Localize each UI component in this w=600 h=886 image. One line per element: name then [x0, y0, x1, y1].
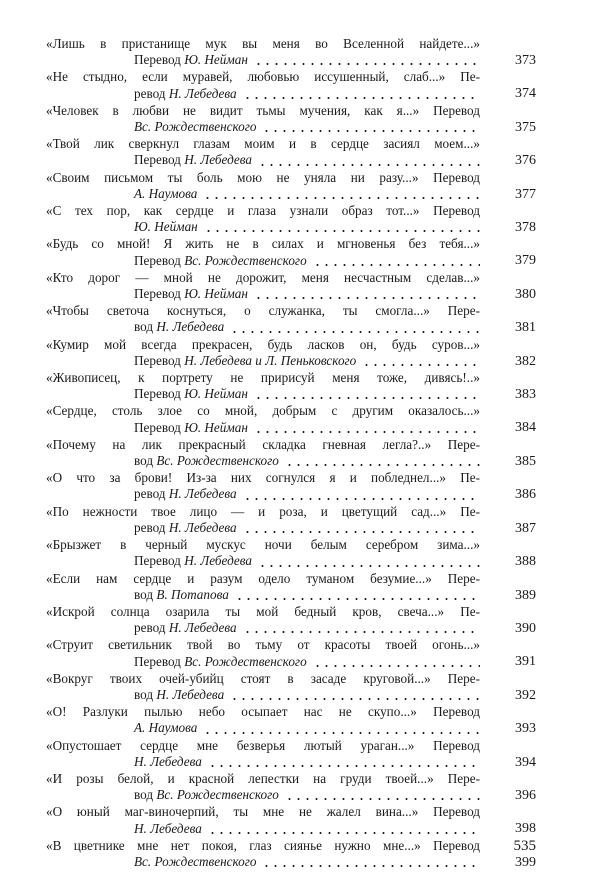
toc-entry	[46, 270, 536, 302]
translator-prefix: Перевод	[134, 252, 181, 268]
toc-entry	[46, 637, 536, 669]
entry-translator-line	[46, 787, 536, 803]
dot-leader	[254, 63, 480, 65]
toc-entry	[46, 337, 536, 369]
entry-page-number: 387	[515, 520, 536, 536]
translator-name: Ю. Нейман	[184, 419, 248, 435]
dot-leader	[230, 698, 480, 700]
entry-page-number: 382	[515, 353, 536, 369]
entry-translator-line	[46, 453, 536, 469]
translator-name: Вс. Рождественского	[134, 853, 257, 869]
entry-translator-line	[46, 720, 536, 736]
translator-name: Ю. Нейман	[184, 386, 248, 402]
translator-name: А. Наумова	[134, 720, 198, 736]
translator-name: Ю. Нейман	[134, 219, 198, 235]
translator-prefix: вод	[134, 453, 154, 469]
dot-leader	[285, 464, 480, 466]
dot-leader	[313, 665, 480, 667]
entry-translator-line	[46, 553, 536, 569]
dot-leader	[258, 164, 480, 166]
entry-first-line: «Будь со мной! Я жить не в силах и мгновенья без тебя...»	[46, 236, 480, 252]
entry-translator-line	[46, 253, 536, 269]
dot-leader	[254, 397, 480, 399]
translator-prefix: ревод	[134, 519, 166, 535]
entry-first-line: «О! Разлуки пылью небо осыпает нас не скупо...» Перевод	[46, 704, 480, 720]
entry-translator-line	[46, 687, 536, 703]
entry-first-line: «Сердце, столь злое со мной, добрым с другим оказалось...»	[46, 403, 480, 419]
entry-first-line: «Не стыдно, если муравей, любовью иссушенный, слаб...» Пе-	[46, 69, 480, 85]
entry-first-line: «О что за брови! Из-за них согнулся я и побледнел...» Пе-	[46, 470, 480, 486]
toc-entry	[46, 370, 536, 402]
entry-translator-line	[46, 486, 536, 502]
entry-first-line: «Кто дорог — мной не дорожит, меня несчастным сделав...»	[46, 269, 480, 285]
entry-first-line: «В цветнике мне нет покоя, глаз сиянье нужно мне...» Перевод	[46, 837, 480, 853]
entry-page-number: 394	[515, 754, 536, 770]
translator-name: Вс. Рождественского	[156, 453, 279, 469]
entry-first-line: «Кумир мой всегда прекрасен, будь ласков он, будь суров...»	[46, 336, 480, 352]
toc-entry	[46, 537, 536, 569]
entry-translator-line	[46, 587, 536, 603]
entry-page-number: 384	[515, 420, 536, 436]
entry-page-number: 373	[515, 53, 536, 68]
dot-leader	[208, 765, 480, 767]
translator-name: Н. Лебедева и Л. Пеньковского	[184, 352, 357, 368]
translator-name: Ю. Нейман	[184, 286, 248, 302]
translator-prefix: ревод	[134, 486, 166, 502]
translator-prefix: Перевод	[134, 386, 181, 402]
page-number: 535	[513, 838, 536, 854]
entry-translator-line	[46, 119, 536, 135]
translator-name: Н. Лебедева	[168, 620, 237, 636]
entry-first-line: «Брызжет в черный мускус ночи белым серебром зима...»	[46, 537, 480, 553]
toc-entry	[46, 437, 536, 469]
dot-leader	[362, 364, 480, 366]
translator-name: Н. Лебедева	[168, 486, 237, 502]
toc-entry	[46, 69, 536, 101]
toc-entry	[46, 571, 536, 603]
translator-name: Н. Лебедева	[134, 820, 202, 836]
dot-leader	[254, 297, 480, 299]
dot-leader	[208, 832, 480, 834]
entry-translator-line	[46, 219, 536, 235]
translator-name: В. Потапова	[156, 586, 229, 602]
entry-translator-line	[46, 620, 536, 636]
entry-page-number: 378	[515, 220, 536, 236]
toc-entry	[46, 470, 536, 502]
entry-page-number: 380	[515, 286, 536, 302]
translator-prefix: Перевод	[134, 553, 181, 569]
translator-name: Н. Лебедева	[184, 553, 252, 569]
translator-name: Вс. Рождественского	[156, 787, 279, 803]
dot-leader	[258, 565, 480, 567]
entry-first-line: «Вокруг твоих очей-убийц стоят в засаде круговой...» Пере-	[46, 670, 480, 686]
translator-name: Н. Лебедева	[168, 519, 237, 535]
translator-name: Н. Лебедева	[184, 152, 252, 168]
dot-leader	[204, 230, 480, 232]
entry-translator-line	[46, 386, 536, 402]
entry-page-number: 386	[515, 487, 536, 503]
entry-page-number: 393	[515, 721, 536, 737]
entry-page-number: 392	[515, 687, 536, 703]
entry-first-line: «Своим письмом ты боль мою не уняла ни разу...» Перевод	[46, 169, 480, 185]
entry-translator-line	[46, 420, 536, 436]
entry-translator-line	[46, 286, 536, 302]
toc-entry	[46, 604, 536, 636]
entry-first-line: «О юный маг-виночерпий, ты мне не жалел вина...» Перевод	[46, 804, 480, 820]
translator-prefix: ревод	[134, 85, 166, 101]
entry-first-line: «Живописец, к портрету не пририсуй меня тоже, дивясь!..»	[46, 370, 480, 386]
entry-first-line: «И розы белой, и красной лепестки на груди твоей...» Пере-	[46, 770, 480, 786]
toc-entry	[46, 704, 536, 736]
toc-entry	[46, 804, 536, 836]
toc-entry	[46, 103, 536, 135]
toc-entry	[46, 170, 536, 202]
translator-prefix: Перевод	[134, 286, 181, 302]
entry-translator-line	[46, 186, 536, 202]
entry-page-number: 388	[515, 554, 536, 570]
dot-leader	[262, 130, 480, 132]
entry-translator-line	[46, 52, 536, 68]
entry-translator-line	[46, 854, 536, 870]
entry-translator-line	[46, 821, 536, 837]
entry-first-line: «Если нам сердце и разум одело туманом безумие...» Пере-	[46, 570, 480, 586]
dot-leader	[243, 97, 480, 99]
translator-prefix: Перевод	[134, 52, 181, 68]
translator-prefix: Перевод	[134, 419, 181, 435]
entry-page-number: 385	[515, 453, 536, 469]
translator-prefix: вод	[134, 319, 154, 335]
dot-leader	[203, 197, 480, 199]
toc-entry	[46, 738, 536, 770]
toc-entry	[46, 403, 536, 435]
dot-leader	[313, 264, 480, 266]
toc-entry	[46, 236, 536, 268]
translator-name: Вс. Рождественского	[184, 653, 307, 669]
entry-first-line: «Человек в любви не видит тьмы мучения, как я...» Перевод	[46, 102, 480, 118]
dot-leader	[243, 631, 480, 633]
entry-translator-line	[46, 520, 536, 536]
entry-first-line: «По нежности твое лицо — и роза, и цветущий сад...» Пе-	[46, 503, 480, 519]
entry-page-number: 374	[515, 86, 536, 102]
toc-entry	[46, 771, 536, 803]
entry-translator-line	[46, 654, 536, 670]
translator-prefix: Перевод	[134, 653, 181, 669]
entry-translator-line	[46, 152, 536, 168]
toc-entry	[46, 203, 536, 235]
dot-leader	[243, 498, 480, 500]
toc-entry	[46, 671, 536, 703]
table-of-contents	[46, 36, 536, 871]
translator-prefix: вод	[134, 787, 154, 803]
entry-first-line: «Чтобы светоча коснуться, о служанка, ты смогла...» Пере-	[46, 303, 480, 319]
entry-page-number: 377	[515, 186, 536, 202]
entry-first-line: «Струит светильник твой во тьму от красоты твоей огонь...»	[46, 637, 480, 653]
entry-page-number: 379	[515, 253, 536, 269]
toc-entry	[46, 504, 536, 536]
toc-entry	[46, 838, 536, 870]
entry-page-number: 398	[515, 821, 536, 837]
entry-page-number: 375	[515, 119, 536, 135]
translator-name: Ю. Нейман	[184, 52, 248, 68]
translator-name: Н. Лебедева	[134, 753, 202, 769]
entry-page-number: 383	[515, 387, 536, 403]
entry-translator-line	[46, 754, 536, 770]
translator-name: Вс. Рождественского	[184, 252, 307, 268]
entry-page-number: 390	[515, 620, 536, 636]
translator-prefix: вод	[134, 686, 154, 702]
translator-name: Н. Лебедева	[156, 686, 225, 702]
dot-leader	[254, 431, 480, 433]
dot-leader	[235, 598, 480, 600]
entry-first-line: «Почему на лик прекрасный складка гневная легла?..» Пере-	[46, 436, 480, 452]
entry-page-number: 376	[515, 153, 536, 169]
entry-first-line: «Искрой солнца озарила ты мой бедный кров, свеча...» Пе-	[46, 603, 480, 619]
translator-name: Н. Лебедева	[156, 319, 225, 335]
dot-leader	[203, 732, 480, 734]
entry-first-line: «Твой лик сверкнул глазам моим и в сердце засиял моем...»	[46, 136, 480, 152]
translator-prefix: Перевод	[134, 152, 181, 168]
translator-name: А. Наумова	[134, 185, 198, 201]
dot-leader	[230, 331, 480, 333]
entry-translator-line	[46, 86, 536, 102]
entry-page-number: 391	[515, 654, 536, 670]
translator-prefix: ревод	[134, 620, 166, 636]
entry-first-line: «Лишь в пристанище мук вы меня во Вселенной найдете...»	[46, 36, 480, 51]
entry-page-number: 389	[515, 587, 536, 603]
entry-page-number: 396	[515, 787, 536, 803]
entry-translator-line	[46, 353, 536, 369]
translator-prefix: Перевод	[134, 352, 181, 368]
toc-entry	[46, 36, 536, 68]
entry-page-number: 381	[515, 320, 536, 336]
entry-first-line: «Опустошает сердце мне безверья лютый ураган...» Перевод	[46, 737, 480, 753]
dot-leader	[262, 865, 480, 867]
translator-name: Вс. Рождественского	[134, 119, 257, 135]
dot-leader	[243, 531, 480, 533]
dot-leader	[285, 798, 480, 800]
translator-name: Н. Лебедева	[168, 85, 237, 101]
toc-entry	[46, 303, 536, 335]
entry-page-number: 399	[515, 854, 536, 870]
entry-translator-line	[46, 319, 536, 335]
translator-prefix: вод	[134, 586, 154, 602]
toc-entry	[46, 136, 536, 168]
entry-first-line: «С тех пор, как сердце и глаза узнали образ тот...» Перевод	[46, 203, 480, 219]
